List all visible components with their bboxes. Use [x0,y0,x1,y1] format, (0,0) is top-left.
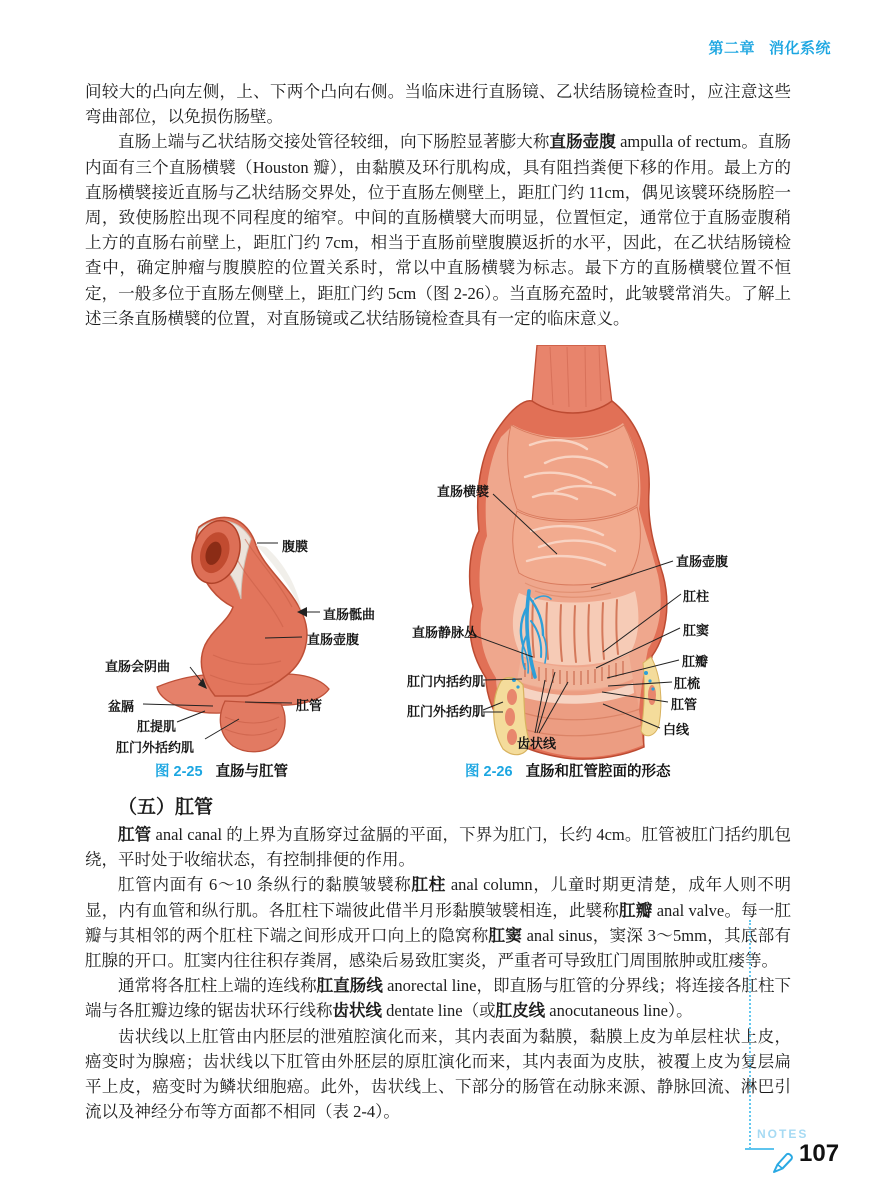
chapter-label: 第二章 [708,40,755,57]
paragraph-text: anal valve。每一肛瓣与其相邻的两个肛柱下端之间形成开口向上的隐窝称 [85,900,792,945]
fig25-label-ampulla: 直肠壶腹 [307,632,360,647]
paragraph-text: anal canal 的上界为直肠穿过盆膈的平面，下界为肛门，长约 4cm。肛管被肛门括约肌包绕，平时处于收缩状态，有控制排便的作用。 [85,825,792,870]
bold-term: 肛皮线 [495,1001,546,1021]
bold-term: 肛柱 [411,875,446,895]
paragraph-text: 肛管内面有 6～10 条纵行的黏膜皱襞称 [118,875,412,895]
rectum-lumen-illustration [415,345,790,760]
fig25-label-sacral-flexure: 直肠骶曲 [323,607,376,622]
paragraph-4 [85,872,791,973]
fig25-label-perineal-flexure: 直肠会阴曲 [105,659,171,674]
paragraph-1 [85,79,791,129]
fig25-label-levator-ani: 肛提肌 [137,719,177,734]
fig25-caption-title: 直肠与肛管 [215,764,289,780]
bold-term: 齿状线 [332,1001,382,1021]
fig26-label-white-line: 白线 [663,722,690,737]
paragraph-6 [85,1024,791,1125]
bold-term: 肛窦 [488,925,523,945]
bold-term: 直肠壶腹 [549,132,616,152]
fig26-label-ext-sphincter: 肛门外括约肌 [407,704,486,719]
fig26-label-venous-plexus: 直肠静脉丛 [412,625,478,640]
bold-term: 肛管 [118,825,152,844]
fig26-label-transverse-folds: 直肠横襞 [437,484,490,499]
paragraph-text: 通常将各肛柱上端的连线称 [118,976,317,996]
paragraph-text: anocutaneous line）。 [545,1001,693,1021]
paragraph-text: 齿状线以上肛管由内胚层的泄殖腔演化而来，其内表面为黏膜，黏膜上皮为单层柱状上皮，癌变时为腺癌；齿状线以下肛管由外胚层的原肛演化而来，其内表面为皮肤，被覆上皮为复层扁平上皮，癌变时为鳞状细胞癌。此外，齿状线上、下部分的肠管在动脉来源、静脉回流、淋巴引流以及神经分布等方面都不相同（表 2-4）。 [85,1026,791,1122]
fig25-caption [155,760,288,781]
fig26-label-anal-canal: 肛管 [671,697,698,712]
notes-label: NOTES [757,1127,809,1141]
pencil-icon [768,1148,796,1178]
fig26-label-anal-columns: 肛柱 [683,589,710,604]
paragraph-text: anal column，儿童时期更清楚，成年人则不明显，内有血管和纵行肌。各肛柱下端彼此借半月形黏膜皱襞相连，此襞称 [85,875,792,920]
fig25-label-peritoneum: 腹膜 [282,539,309,554]
fig26-label-anal-sinus: 肛窦 [683,623,710,638]
paragraph-2 [85,129,791,331]
bold-term: 肛瓣 [619,900,653,920]
fig25-caption-number: 图 2-25 [155,764,203,780]
section-heading: （五）肛管 [118,797,214,818]
paragraph-text: ampulla of rectum。直肠内面有三个直肠横襞（Houston 瓣），由黏膜及环行肌构成，具有阻挡粪便下移的作用。最上方的直肠横襞接近直肠与乙状结肠交界处，位于直肠左侧壁上，距肛门约 11cm，偶见该襞环绕肠腔一周，致使肠腔出现不同程度的缩窄。中间的直肠横襞大而明显，位置恒定，通常位于直肠壶腹稍上方的直肠右前壁上，距肛门约 7cm，相当于直肠前壁腹膜返折的水平，因此，在乙状结肠镜检查中，确定肿瘤与腹膜腔的位置关系时，常以中直肠横襞为标志。最下方的直肠横襞位置不恒定，一般多位于直肠左侧壁上，距肛门约 5cm（图 2-26）。当直肠充盈时，此皱襞常消失。了解上述三条直肠横襞的位置，对直肠镜或乙状结肠镜检查具有一定的临床意义。 [85,132,792,328]
paragraph-text: 直肠上端与乙状结肠交接处管径较细，向下肠腔显著膨大称 [118,132,550,152]
fig26-caption-title: 直肠和肛管腔面的形态 [525,764,671,780]
fig26-caption [465,760,671,781]
paragraph-text: anorectal line，即直肠与肛管的分界线；将连接各肛柱下端与各肛瓣边缘的锯齿状环行线称 [85,976,792,1021]
notes-dotted-line [749,920,751,1149]
fig26-label-anal-valve: 肛瓣 [682,654,709,669]
section-label: 消化系统 [768,40,831,57]
figure-2-26 [415,345,790,760]
fig26-caption-number: 图 2-26 [465,764,513,780]
page-number: 107 [799,1140,840,1167]
fig26-label-ampulla: 直肠壶腹 [676,554,729,569]
fig25-label-anal-canal: 肛管 [296,698,323,713]
running-header [0,37,831,58]
fig26-label-anal-pecten: 肛梳 [674,676,701,691]
body-text-upper [85,79,791,331]
paragraph-3 [85,822,791,872]
paragraph-5 [85,973,791,1023]
body-text-lower [85,822,791,1124]
bold-term: 肛直肠线 [316,976,383,996]
paragraph-text: anal sinus，窦深 3～5mm，其底部有肛腺的开口。肛窦内往往积存粪屑，感染后易致肛窦炎，严重者可导致肛门周围脓肿或肛瘘等。 [85,925,792,971]
fig26-label-dentate-line: 齿状线 [517,736,557,751]
fig26-label-int-sphincter: 肛门内括约肌 [407,674,486,689]
fig25-label-ext-sphincter: 肛门外括约肌 [116,740,195,755]
paragraph-text: 间较大的凸向左侧，上、下两个凸向右侧。当临床进行直肠镜、乙状结肠镜检查时，应注意这些弯曲部位，以免损伤肠壁。 [85,82,791,127]
fig25-label-pelvic-diaphragm: 盆膈 [108,699,135,714]
paragraph-text: dentate line（或 [382,1001,496,1021]
